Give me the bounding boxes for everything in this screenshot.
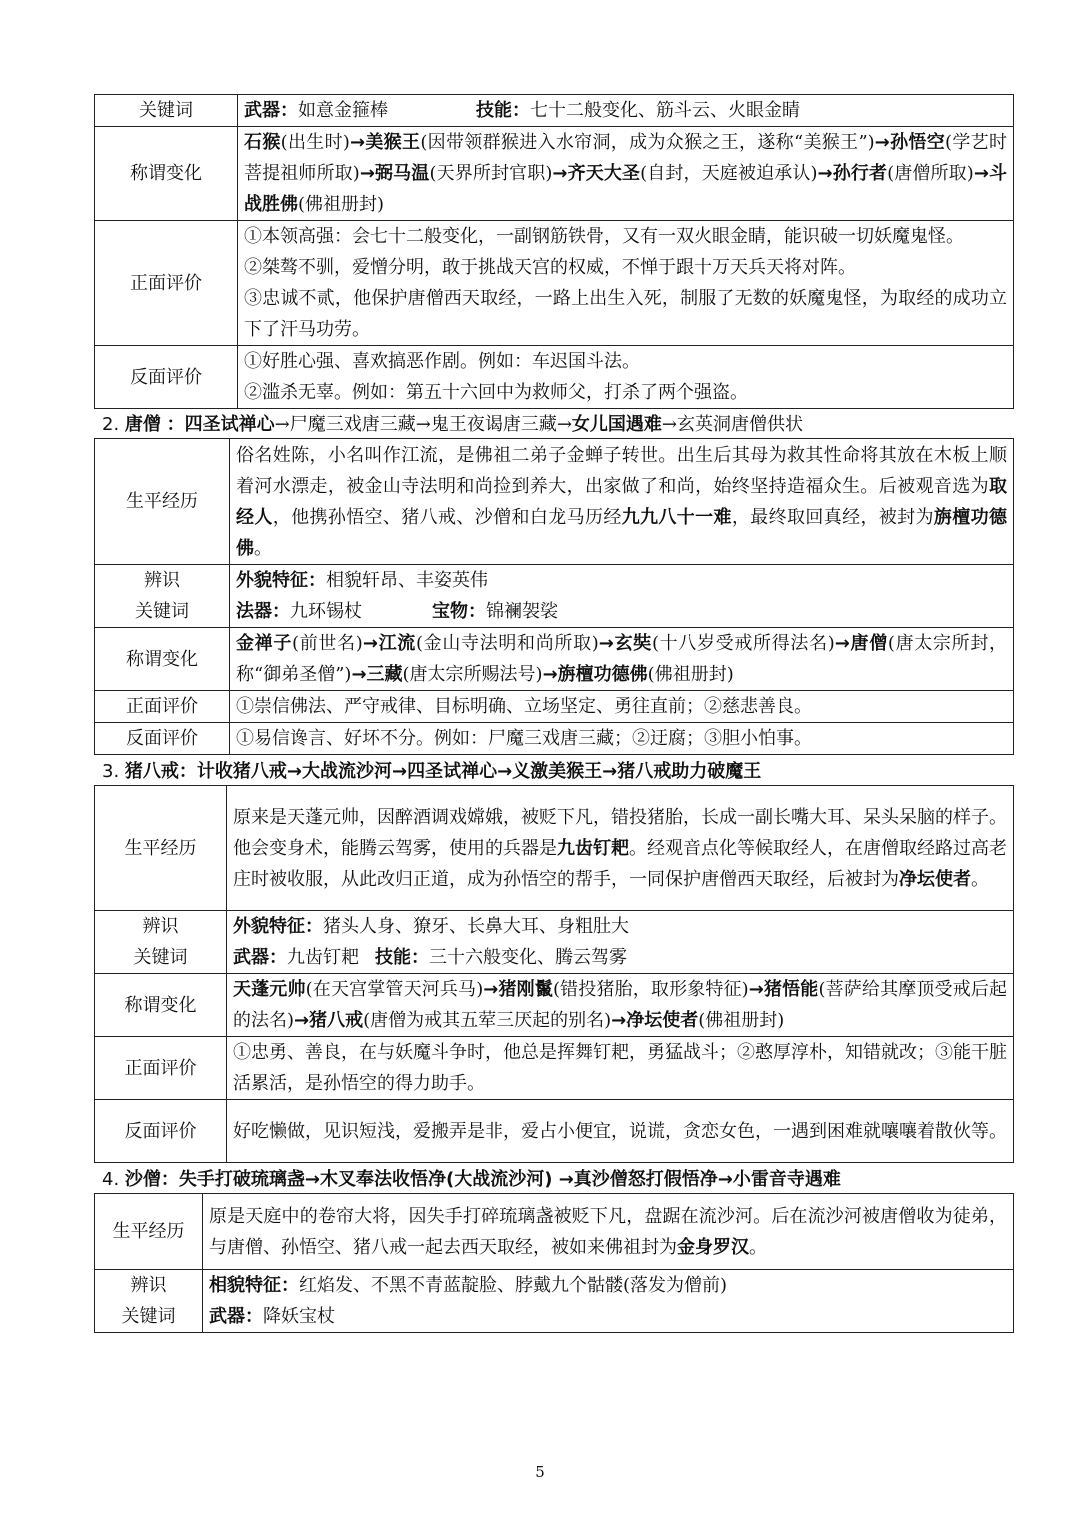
heading-number: 3. bbox=[102, 761, 120, 782]
row-label: 反面评价 bbox=[95, 723, 230, 755]
positive-cell: ①崇信佛法、严守戒律、目标明确、立场坚定、勇往直前；②慈悲善良。 bbox=[230, 691, 1014, 723]
treasure-value: 锦襕袈裟 bbox=[486, 601, 558, 622]
title-name: 三藏 bbox=[366, 664, 403, 685]
heading-event: 女儿国遇难 bbox=[571, 414, 662, 435]
arrow-icon: → bbox=[359, 163, 375, 184]
title-name: 齐天大圣 bbox=[567, 163, 641, 184]
title-name: 金禅子 bbox=[236, 633, 293, 654]
row-label: 正面评价 bbox=[95, 1037, 227, 1100]
title-note: (学艺时菩提祖师所取) bbox=[244, 132, 1008, 184]
title-name: 唐僧 bbox=[849, 633, 888, 654]
tool-value: 九环锡杖 bbox=[290, 601, 362, 622]
weapon-value: 如意金箍棒 bbox=[298, 100, 388, 121]
row-label: 生平经历 bbox=[95, 786, 227, 911]
identify-line bbox=[236, 565, 1007, 596]
table-row bbox=[95, 95, 1014, 127]
title-name: 净坛使者 bbox=[626, 1010, 699, 1031]
look-label: 外貌特征： bbox=[233, 916, 323, 937]
label-line: 关键词 bbox=[121, 1306, 176, 1327]
weapon-label: 武器： bbox=[209, 1306, 263, 1327]
table-row bbox=[95, 127, 1014, 221]
title-note: (佛祖册封) bbox=[698, 1010, 785, 1031]
label-line: 辨识 bbox=[142, 916, 179, 937]
label-line: 关键词 bbox=[135, 601, 189, 622]
arrow-icon: → bbox=[351, 664, 367, 685]
arrow-icon: → bbox=[552, 163, 568, 184]
title-note: (佛祖册封) bbox=[298, 194, 385, 215]
title-name: 天蓬元帅 bbox=[233, 979, 306, 1000]
title-note: (天界所封官职) bbox=[429, 163, 553, 184]
title-name: 旃檀功德佛 bbox=[557, 664, 648, 685]
zhu-bajie-table bbox=[94, 785, 1014, 1163]
life-highlight: 净坛使者 bbox=[899, 868, 971, 890]
table-row bbox=[95, 786, 1014, 911]
heading-name: 猪八戒 bbox=[124, 761, 179, 782]
table-row bbox=[95, 1194, 1014, 1270]
life-text: 。经观音点化等候取经人，在唐僧取经路过高老庄时被收服，从此改归正道，成为孙悟空的帮手，一同保护唐僧西天取经，后被封为 bbox=[233, 837, 1007, 890]
life-cell bbox=[230, 439, 1014, 565]
life-text: 。 bbox=[749, 1236, 767, 1258]
title-note: (错投猪胎，取形象特征) bbox=[552, 979, 749, 1000]
life-text: ，最终取回真经，被封为 bbox=[731, 506, 934, 528]
title-name: 猪刚鬣 bbox=[498, 979, 553, 1000]
life-highlight: 旃檀功德佛 bbox=[236, 506, 1008, 559]
title-name: 孙悟空 bbox=[889, 132, 946, 153]
identify-line bbox=[209, 1270, 1007, 1301]
label-line: 关键词 bbox=[133, 947, 188, 968]
row-label: 称谓变化 bbox=[95, 974, 227, 1037]
heading-event: →玄英洞唐僧供状 bbox=[661, 414, 803, 435]
arrow-icon: → bbox=[874, 132, 890, 153]
title-note: (十八岁受戒所得法名) bbox=[651, 633, 835, 654]
table-row bbox=[95, 221, 1014, 346]
title-note: (菩萨给其摩顶受戒后起的法名) bbox=[233, 979, 1008, 1031]
title-note: (唐僧所取) bbox=[887, 163, 974, 184]
title-name: 斗战胜佛 bbox=[244, 163, 1008, 215]
label-line: 辨识 bbox=[130, 1275, 167, 1296]
identify-line bbox=[233, 942, 1007, 973]
title-note: (佛祖册封) bbox=[647, 664, 734, 685]
heading-name: 唐僧 bbox=[124, 414, 161, 435]
table-row bbox=[95, 1100, 1014, 1163]
table-row bbox=[95, 1270, 1014, 1333]
table-row bbox=[95, 911, 1014, 974]
arrow-icon: → bbox=[611, 1010, 627, 1031]
heading-event: →尸魔三戏唐三藏→鬼王夜谒唐三藏→ bbox=[274, 414, 572, 435]
section-heading-zhu bbox=[102, 759, 761, 785]
positive-cell bbox=[238, 221, 1014, 346]
table-row bbox=[95, 723, 1014, 755]
title-name: 石猴 bbox=[244, 132, 281, 153]
page-number: 5 bbox=[535, 1463, 545, 1481]
row-label: 反面评价 bbox=[95, 1100, 227, 1163]
row-label bbox=[95, 565, 230, 628]
negative-cell: 好吃懒做，见识短浅，爱搬弄是非，爱占小便宜，说谎，贪恋女色，一遇到困难就嚷嚷着散伙等。 bbox=[227, 1100, 1014, 1163]
label-line: 辨识 bbox=[144, 570, 180, 591]
row-label: 称谓变化 bbox=[95, 127, 238, 221]
heading-sep: ： bbox=[160, 1169, 179, 1190]
title-note: (出生时) bbox=[280, 132, 350, 153]
identify-cell bbox=[227, 911, 1014, 974]
sha-seng-table bbox=[94, 1193, 1014, 1333]
identify-line bbox=[209, 1301, 1007, 1332]
look-value: 红焰发、不黑不青蓝靛脸、脖戴九个骷髅(落发为僧前) bbox=[299, 1275, 728, 1296]
tang-seng-table bbox=[94, 438, 1014, 755]
title-name: 孙行者 bbox=[832, 163, 888, 184]
row-label: 生平经历 bbox=[95, 439, 230, 565]
life-highlight: 金身罗汉 bbox=[677, 1236, 749, 1258]
table-row bbox=[95, 565, 1014, 628]
title-name: 玄奘 bbox=[613, 633, 652, 654]
table-row bbox=[95, 439, 1014, 565]
life-text: 。 bbox=[971, 868, 989, 890]
positive-item: ③忠诚不贰，他保护唐僧西天取经，一路上出生入死，制服了无数的妖魔鬼怪，为取经的成功立下了汗马功劳。 bbox=[244, 288, 1007, 340]
arrow-icon: → bbox=[973, 163, 989, 184]
arrow-icon: → bbox=[349, 132, 366, 153]
treasure-label: 宝物： bbox=[432, 601, 486, 622]
arrow-icon: → bbox=[294, 1010, 310, 1031]
row-label: 称谓变化 bbox=[95, 628, 230, 691]
title-name: 猪悟能 bbox=[763, 979, 819, 1000]
titles-cell bbox=[227, 974, 1014, 1037]
weapon-label: 武器： bbox=[244, 100, 298, 121]
table-row bbox=[95, 974, 1014, 1037]
heading-number: 2. bbox=[102, 414, 120, 435]
arrow-icon: → bbox=[483, 979, 499, 1000]
positive-item: ①本领高强：会七十二般变化，一副钢筋铁骨，又有一双火眼金睛，能识破一切妖魔鬼怪。 bbox=[244, 226, 964, 247]
heading-number: 4. bbox=[102, 1169, 120, 1190]
life-text: 。 bbox=[254, 537, 272, 559]
title-note: (因带领群猴进入水帘洞，成为众猴之王，遂称“美猴王”) bbox=[420, 132, 875, 153]
negative-item: ②滥杀无辜。例如：第五十六回中为救师父，打杀了两个强盗。 bbox=[244, 382, 748, 403]
heading-event: 四圣试禅心 bbox=[184, 414, 275, 435]
table-row bbox=[95, 346, 1014, 409]
title-note: (唐太宗所封，称“御弟圣僧”) bbox=[236, 633, 1008, 685]
identify-cell bbox=[203, 1270, 1014, 1333]
heading-name: 沙僧 bbox=[124, 1169, 161, 1190]
heading-sep: ： bbox=[178, 761, 197, 782]
identify-line bbox=[233, 911, 1007, 942]
life-cell bbox=[227, 786, 1014, 911]
skill-label: 技能： bbox=[375, 947, 429, 968]
heading-sep: ： bbox=[166, 414, 185, 435]
identify-line bbox=[236, 596, 1007, 627]
life-cell bbox=[203, 1194, 1014, 1270]
table-row bbox=[95, 691, 1014, 723]
table-row bbox=[95, 1037, 1014, 1100]
title-note: (自封，天庭被迫承认) bbox=[640, 163, 818, 184]
sun-wukong-table bbox=[94, 94, 1014, 409]
heading-events: 失手打破琉璃盏→木叉奉法收悟净(大战流沙河) →真沙僧怒打假悟净→小雷音寺遇难 bbox=[178, 1169, 841, 1190]
keyword-cell bbox=[238, 95, 1014, 127]
positive-cell: ①忠勇、善良，在与妖魔斗争时，他总是挥舞钉耙，勇猛战斗；②憨厚淳朴，知错就改；③能干脏活累活，是孙悟空的得力助手。 bbox=[227, 1037, 1014, 1100]
positive-item: ②桀骜不驯，爱憎分明，敢于挑战天宫的权威，不惮于跟十万天兵天将对阵。 bbox=[244, 257, 856, 278]
weapon-value: 降妖宝杖 bbox=[263, 1306, 335, 1327]
title-name: 猪八戒 bbox=[309, 1010, 364, 1031]
row-label: 生平经历 bbox=[95, 1194, 203, 1270]
arrow-icon: → bbox=[598, 633, 614, 654]
life-highlight: 九九八十一难 bbox=[621, 506, 732, 528]
negative-cell: ①易信谗言、好坏不分。例如：尸魔三戏唐三藏；②迂腐；③胆小怕事。 bbox=[230, 723, 1014, 755]
look-value: 相貌轩昂、丰姿英伟 bbox=[326, 570, 488, 591]
section-heading-tang bbox=[102, 412, 803, 438]
life-text: 原来是天蓬元帅，因醉酒调戏嫦娥，被贬下凡，错投猪胎，长成一副长嘴大耳、呆头呆脑的样子。他会变身术，能腾云驾雾，使用的兵器是 bbox=[233, 806, 1007, 859]
life-text: 原是天庭中的卷帘大将，因失手打碎琉璃盏被贬下凡，盘踞在流沙河。后在流沙河被唐僧收为徒弟，与唐僧、孙悟空、猪八戒一起去西天取经，被如来佛祖封为 bbox=[209, 1205, 1007, 1258]
weapon-value: 九齿钉耙 bbox=[287, 947, 359, 968]
arrow-icon: → bbox=[362, 633, 378, 654]
title-note: (唐太宗所赐法号) bbox=[402, 664, 543, 685]
negative-item: ①好胜心强、喜欢搞恶作剧。例如：车迟国斗法。 bbox=[244, 351, 640, 372]
life-text: 俗名姓陈，小名叫作江流，是佛祖二弟子金蝉子转世。出生后其母为救其性命将其放在木板上顺着河水漂走，被金山寺法明和尚捡到养大，出家做了和尚，始终坚持造福众生。后被观音选为 bbox=[236, 444, 1007, 497]
row-label: 关键词 bbox=[95, 95, 238, 127]
skill-label: 技能： bbox=[476, 100, 530, 121]
row-label: 正面评价 bbox=[95, 221, 238, 346]
look-label: 相貌特征： bbox=[209, 1275, 299, 1296]
title-note: (在天宫掌管天河兵马) bbox=[305, 979, 484, 1000]
row-label: 反面评价 bbox=[95, 346, 238, 409]
arrow-icon: → bbox=[817, 163, 833, 184]
skill-value: 三十六般变化、腾云驾雾 bbox=[429, 947, 627, 968]
arrow-icon: → bbox=[834, 633, 850, 654]
title-name: 美猴王 bbox=[365, 132, 421, 153]
title-note: (唐僧为戒其五荤三厌起的别名) bbox=[363, 1010, 612, 1031]
title-note: (前世名) bbox=[292, 633, 363, 654]
heading-events: 计收猪八戒→大战流沙河→四圣试禅心→义激美猴王→猪八戒助力破魔王 bbox=[196, 761, 762, 782]
table-row bbox=[95, 628, 1014, 691]
identify-cell bbox=[230, 565, 1014, 628]
life-highlight: 九齿钉耙 bbox=[557, 837, 629, 859]
negative-cell bbox=[238, 346, 1014, 409]
row-label bbox=[95, 1270, 203, 1333]
weapon-label: 武器： bbox=[233, 947, 287, 968]
life-highlight: 取经人 bbox=[236, 475, 1007, 528]
look-value: 猪头人身、獠牙、长鼻大耳、身粗肚大 bbox=[323, 916, 629, 937]
row-label bbox=[95, 911, 227, 974]
titles-cell bbox=[238, 127, 1014, 221]
title-note: (金山寺法明和尚所取) bbox=[415, 633, 599, 654]
life-text: ，他携孙悟空、猪八戒、沙僧和白龙马历经 bbox=[272, 506, 622, 528]
titles-cell bbox=[230, 628, 1014, 691]
section-heading-sha bbox=[102, 1167, 841, 1193]
title-name: 江流 bbox=[377, 633, 416, 654]
row-label: 正面评价 bbox=[95, 691, 230, 723]
arrow-icon: → bbox=[542, 664, 558, 685]
title-name: 弼马温 bbox=[374, 163, 430, 184]
skill-value: 七十二般变化、筋斗云、火眼金睛 bbox=[530, 100, 800, 121]
arrow-icon: → bbox=[748, 979, 764, 1000]
tool-label: 法器： bbox=[236, 601, 290, 622]
look-label: 外貌特征： bbox=[236, 570, 326, 591]
